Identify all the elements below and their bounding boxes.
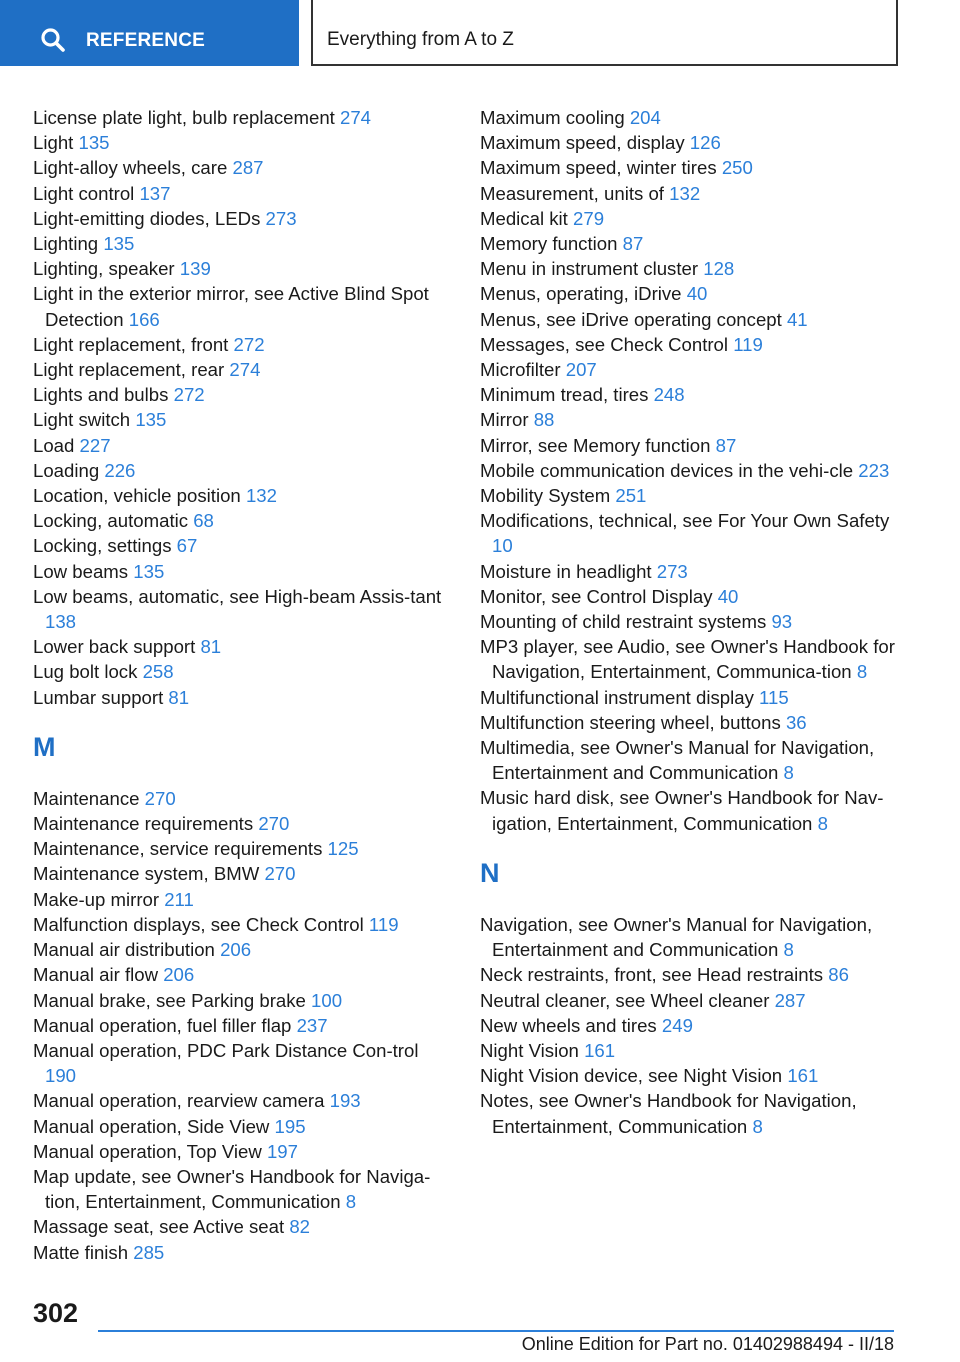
index-entry [480,1088,900,1138]
page-reference-link[interactable]: 249 [661,1014,693,1036]
index-entry-term: Lumbar support [33,686,164,708]
index-entry [480,256,900,281]
index-entry-term: Notes, see Owner's Handbook for Navigation, Entertainment, Communication [480,1090,857,1137]
chapter-header [311,0,898,66]
index-entry-term: Massage seat, see Active seat [33,1216,285,1238]
index-entry [480,735,900,785]
index-letter-heading: M [33,731,56,762]
index-entry [33,281,453,331]
index-entry-term: Memory function [480,233,618,255]
page-reference-link[interactable]: 206 [220,939,252,961]
page-reference-link[interactable]: 40 [717,585,739,607]
page-number: 302 [33,1298,79,1328]
page-reference-link[interactable]: 251 [615,485,647,507]
index-entry [480,508,900,558]
index-entry [33,988,453,1013]
index-entry-term: Light-emitting diodes, LEDs [33,207,261,229]
index-entry-term: Malfunction displays, see Check Control [33,913,364,935]
page-reference-link[interactable]: 195 [274,1115,306,1137]
index-entry [480,609,900,634]
page-reference-link[interactable]: 258 [142,661,174,683]
index-entry [33,962,453,987]
index-entry-term: New wheels and tires [480,1014,657,1036]
chapter-title: Everything from A to Z [327,29,514,50]
page-reference-link[interactable]: 207 [565,359,597,381]
index-letter-heading: N [480,857,500,888]
page-reference-link[interactable]: 273 [656,560,688,582]
page-reference-link[interactable]: 237 [296,1014,328,1036]
index-entry [33,1164,453,1214]
index-entry-term: Maintenance [33,787,140,809]
index-entry-term: Manual operation, Top View [33,1140,262,1162]
index-entry-term: Loading [33,459,100,481]
index-entry-term: Mobile communication devices in the vehi-cle [480,459,854,481]
page-reference-link[interactable]: 126 [689,132,721,154]
index-entry-term: Load [33,434,75,456]
index-entry [33,811,453,836]
index-entry-term: MP3 player, see Audio, see Owner's Handbook for Navigation, Entertainment, Communica-tion [480,636,895,683]
index-entry [33,508,453,533]
index-entry-term: Light replacement, rear [33,359,225,381]
index-entry [480,307,900,332]
index-entry [480,685,900,710]
page-reference-link[interactable]: 204 [629,107,661,128]
index-entry [480,1013,900,1038]
page-reference-link[interactable]: 119 [733,333,763,355]
page-reference-link[interactable]: 86 [828,964,849,986]
index-entry [33,181,453,206]
index-entry [33,231,453,256]
index-entry-term: Neck restraints, front, see Head restraints [480,964,824,986]
index-entry [33,1088,453,1113]
index-entry [33,105,453,130]
index-entry-term: Night Vision [480,1039,579,1061]
page-reference-link[interactable]: 132 [245,485,277,507]
index-entry [33,407,453,432]
index-entry [480,559,900,584]
page-reference-link[interactable]: 68 [193,510,214,532]
index-entry-term: Monitor, see Control Display [480,585,713,607]
page-reference-link[interactable]: 135 [135,409,167,431]
page-reference-link[interactable]: 287 [774,989,806,1011]
index-entry-term: Menus, operating, iDrive [480,283,682,305]
index-entry-term: Light replacement, front [33,333,229,355]
index-entry-term: Light-alloy wheels, care [33,157,228,179]
page-reference-link[interactable]: 270 [264,863,296,885]
index-entry-term: Locking, automatic [33,510,189,532]
page-reference-link[interactable]: 138 [45,611,77,633]
page-reference-link[interactable]: 135 [133,560,165,582]
page-reference-link[interactable]: 100 [311,989,343,1011]
page-reference-link[interactable]: 248 [653,384,685,406]
index-entry [33,1214,453,1239]
index-entry [480,332,900,357]
section-label: REFERENCE [86,30,205,51]
page-reference-link[interactable]: 223 [858,459,890,481]
index-entry [480,458,900,483]
page-reference-link[interactable]: 206 [163,964,195,986]
index-entry [33,836,453,861]
page-reference-link[interactable]: 137 [139,182,171,204]
page-reference-link[interactable]: 128 [703,258,735,280]
index-entry-term: Manual brake, see Parking brake [33,989,306,1011]
index-entry [33,685,453,710]
index-entry [480,130,900,155]
index-entry [480,357,900,382]
index-entry-term: Maintenance system, BMW [33,863,260,885]
index-entry-term: Manual operation, fuel filler flap [33,1014,292,1036]
index-entry [480,634,900,684]
index-entry [33,1114,453,1139]
page-reference-link[interactable]: 93 [771,611,793,633]
page-reference-link[interactable]: 81 [200,636,222,658]
page-reference-link[interactable]: 125 [327,838,359,860]
index-entry [480,155,900,180]
page-reference-link[interactable]: 8 [817,812,828,834]
index-entry-term: Multifunctional instrument display [480,686,754,708]
index-entry [480,988,900,1013]
index-column-right [480,105,900,1139]
page-reference-link[interactable]: 250 [721,157,753,179]
index-entry-term: Moisture in headlight [480,560,652,582]
index-entry [33,155,453,180]
index-entry-term: Lower back support [33,636,196,658]
index-entry-term: Light switch [33,409,131,431]
index-entry [33,1139,453,1164]
index-entry [33,786,453,811]
index-entry-term: Mounting of child restraint systems [480,611,767,633]
index-entry [480,281,900,306]
footer-edition: Online Edition for Part no. 01402988494 - II/18 [521,1334,894,1354]
page-reference-link[interactable]: 161 [787,1065,819,1087]
page-reference-link[interactable]: 8 [783,939,794,961]
index-entry-term: Mirror, see Memory function [480,434,711,456]
index-entry-term: Manual operation, Side View [33,1115,270,1137]
page-reference-link[interactable]: 115 [759,686,789,708]
index-entry-term: Lug bolt lock [33,661,138,683]
page-reference-link[interactable]: 81 [168,686,190,708]
index-entry-term: Lighting [33,233,99,255]
index-entry [480,785,900,835]
index-entry-term: Location, vehicle position [33,485,241,507]
index-entry [33,1038,453,1088]
index-entry-term: License plate light, bulb replacement [33,107,335,128]
page-reference-link[interactable]: 273 [265,207,297,229]
index-entry-term: Maximum speed, display [480,132,685,154]
page-reference-link[interactable]: 87 [622,233,644,255]
page-reference-link[interactable]: 36 [785,711,807,733]
index-entry-term: Light [33,132,74,154]
index-entry [33,533,453,558]
footer-divider [98,1330,894,1332]
index-entry-term: Medical kit [480,207,568,229]
index-entry-term: Mobility System [480,485,611,507]
page-reference-link[interactable]: 285 [133,1241,165,1263]
index-entry-term: Messages, see Check Control [480,333,729,355]
index-entry [33,130,453,155]
index-entry [480,710,900,735]
page-reference-link[interactable]: 41 [786,308,808,330]
index-entry [33,912,453,937]
page-reference-link[interactable]: 88 [533,409,555,431]
index-entry [33,256,453,281]
index-entry [33,559,453,584]
index-entry-term: Navigation, see Owner's Manual for Navigation, Entertainment and Communication [480,913,873,961]
index-entry [33,206,453,231]
page-reference-link[interactable]: 287 [232,157,264,179]
index-entry-term: Manual operation, PDC Park Distance Con-trol [33,1039,419,1061]
index-entry-term: Multimedia, see Owner's Manual for Navigation, Entertainment and Communication [480,737,875,784]
page-reference-link[interactable]: 166 [128,308,160,330]
page-reference-link[interactable]: 279 [573,207,605,229]
index-entry-term: Map update, see Owner's Handbook for Naviga-tion, Entertainment, Communication [33,1165,431,1213]
index-entry-term: Manual air distribution [33,939,215,961]
index-entry-term: Make-up mirror [33,888,160,910]
index-entry-term: Low beams [33,560,129,582]
index-entry [480,105,900,130]
index-entry [480,912,900,962]
index-entry-term: Maintenance, service requirements [33,838,323,860]
index-entry [480,206,900,231]
index-entry-term: Low beams, automatic, see High-beam Assis-tant [33,585,442,607]
index-entry-term: Microfilter [480,359,561,381]
index-entry [480,1038,900,1063]
index-entry [33,382,453,407]
section-tab-reference[interactable] [0,0,299,66]
index-entry [33,1240,453,1265]
index-entry-term: Manual air flow [33,964,159,986]
index-entry-term: Night Vision device, see Night Vision [480,1065,783,1087]
page-reference-link[interactable]: 8 [345,1191,357,1213]
page-reference-link[interactable]: 193 [329,1090,361,1112]
index-entry-term: Maximum speed, winter tires [480,157,717,179]
page-reference-link[interactable]: 272 [233,333,265,355]
index-entry-term: Lighting, speaker [33,258,175,280]
index-entry [480,382,900,407]
index-entry-term: Multifunction steering wheel, buttons [480,711,781,733]
page-reference-link[interactable]: 272 [173,384,205,406]
page-reference-link[interactable]: 8 [752,1115,763,1137]
page-reference-link[interactable]: 87 [715,434,737,456]
page-reference-link[interactable]: 8 [856,661,868,683]
index-entry [33,887,453,912]
page-reference-link[interactable]: 10 [492,535,513,557]
index-entry [33,937,453,962]
index-entry [480,231,900,256]
page-reference-link[interactable]: 135 [78,132,110,154]
index-entry-term: Minimum tread, tires [480,384,649,406]
page-reference-link[interactable]: 82 [289,1216,311,1238]
index-entry [33,659,453,684]
page-reference-link[interactable]: 8 [783,762,794,784]
index-entry-term: Maximum cooling [480,107,625,128]
index-entry-term: Matte finish [33,1241,129,1263]
index-entry [33,433,453,458]
page-reference-link[interactable]: 139 [179,258,211,280]
index-entry-term: Menus, see iDrive operating concept [480,308,782,330]
index-entry-term: Locking, settings [33,535,172,557]
index-entry [33,634,453,659]
index-entry-term: Neutral cleaner, see Wheel cleaner [480,989,770,1011]
page-reference-link[interactable]: 274 [229,359,261,381]
page-reference-link[interactable]: 197 [266,1140,298,1162]
index-entry [480,584,900,609]
page-reference-link[interactable]: 274 [340,107,372,128]
page-reference-link[interactable]: 226 [104,459,136,481]
page-reference-link[interactable]: 190 [45,1065,77,1087]
index-entry-term: Lights and bulbs [33,384,169,406]
index-entry [480,181,900,206]
page-reference-link[interactable]: 270 [144,787,176,809]
index-entry-term: Mirror [480,409,529,431]
index-entry [33,1013,453,1038]
index-entry [480,483,900,508]
index-entry [33,861,453,886]
page-reference-link[interactable]: 40 [686,283,708,305]
index-entry [480,433,900,458]
index-entry-term: Measurement, units of [480,182,664,204]
index-entry [33,458,453,483]
index-column-left [33,105,453,1265]
search-icon [40,27,66,53]
page-reference-link[interactable]: 119 [368,913,399,935]
page-reference-link[interactable]: 270 [258,813,290,835]
index-entry [33,357,453,382]
page-reference-link[interactable]: 135 [103,233,135,255]
index-entry [480,962,900,987]
index-entry-term: Modifications, technical, see For Your Own Safety [480,510,890,532]
index-entry [33,584,453,634]
index-entry [33,332,453,357]
index-entry-term: Light control [33,182,135,204]
page-reference-link[interactable]: 67 [176,535,198,557]
index-entry-term: Light in the exterior mirror, see Active Blind Spot Detection [33,283,429,330]
index-entry-term: Menu in instrument cluster [480,258,699,280]
index-entry [480,1063,900,1088]
index-entry-term: Maintenance requirements [33,813,254,835]
page-reference-link[interactable]: 132 [669,182,701,204]
index-entry [33,483,453,508]
index-entry [480,407,900,432]
index-entry-term: Manual operation, rearview camera [33,1090,325,1112]
page-reference-link[interactable]: 161 [584,1039,616,1061]
page-reference-link[interactable]: 227 [79,434,111,456]
page-reference-link[interactable]: 211 [164,888,194,910]
index-entry-term: Music hard disk, see Owner's Handbook for Nav-igation, Entertainment, Communication [480,787,884,834]
